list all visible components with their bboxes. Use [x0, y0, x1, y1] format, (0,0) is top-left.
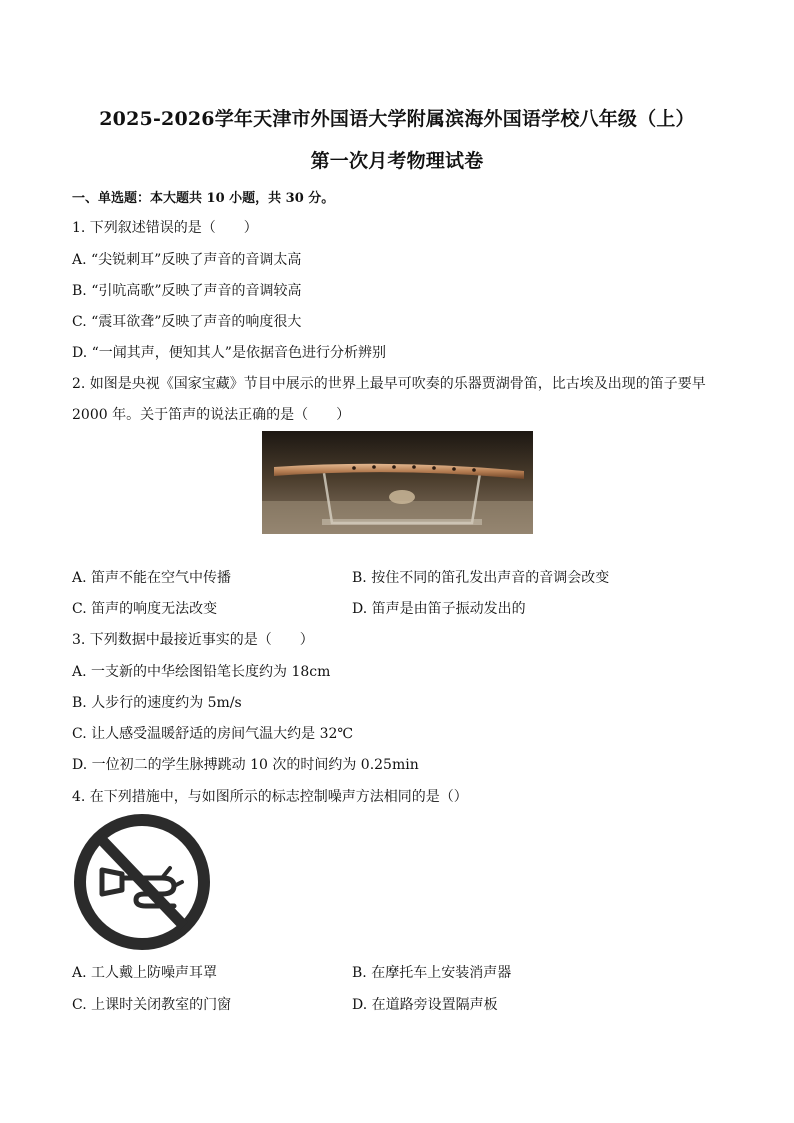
question-2-option-d: D. 笛声是由笛子振动发出的	[352, 601, 526, 617]
question-2-option-a: A. 笛声不能在空气中传播	[72, 570, 232, 586]
bone-flute-photo	[262, 431, 533, 534]
exam-title-line1: 2025-2026学年天津市外国语大学附属滨海外国语学校八年级（上）	[99, 108, 695, 130]
question-3-option-b: B. 人步行的速度约为 5m/s	[72, 695, 242, 711]
question-2-stem-line2: 2000 年。关于笛声的说法正确的是（ ）	[72, 407, 351, 423]
exam-title-line2: 第一次月考物理试卷	[310, 150, 484, 172]
question-1-option-b: B. “引吭高歌”反映了声音的音调较高	[72, 283, 302, 299]
question-3-stem: 3. 下列数据中最接近事实的是（ ）	[72, 632, 314, 648]
question-2-stem-line1: 2. 如图是央视《国家宝藏》节目中展示的世界上最早可吹奏的乐器贾湖骨笛，比古埃及出现的笛子要早	[72, 376, 706, 392]
question-4-stem: 4. 在下列措施中，与如图所示的标志控制噪声方法相同的是（）	[72, 789, 468, 805]
question-3-option-d: D. 一位初二的学生脉搏跳动 10 次的时间约为 0.25min	[72, 757, 419, 773]
no-horn-sign-icon	[70, 812, 214, 952]
question-2-option-b: B. 按住不同的笛孔发出声音的音调会改变	[352, 570, 610, 586]
section-heading: 一、单选题：本大题共 10 小题，共 30 分。	[72, 191, 335, 206]
question-3-option-a: A. 一支新的中华绘图铅笔长度约为 18cm	[72, 664, 331, 680]
question-4-option-d: D. 在道路旁设置隔声板	[352, 997, 498, 1013]
question-4-option-a: A. 工人戴上防噪声耳罩	[72, 965, 218, 981]
question-1-option-c: C. “震耳欲聋”反映了声音的响度很大	[72, 314, 302, 330]
question-4-option-c: C. 上课时关闭教室的门窗	[72, 997, 232, 1013]
question-2-option-c: C. 笛声的响度无法改变	[72, 601, 218, 617]
question-1-option-a: A. “尖锐刺耳”反映了声音的音调太高	[72, 252, 302, 268]
question-1-option-d: D. “一闻其声，便知其人”是依据音色进行分析辨别	[72, 345, 386, 361]
question-4-option-b: B. 在摩托车上安装消声器	[352, 965, 512, 981]
question-1-stem: 1. 下列叙述错误的是（ ）	[72, 220, 258, 236]
question-3-option-c: C. 让人感受温暖舒适的房间气温大约是 32℃	[72, 726, 354, 742]
